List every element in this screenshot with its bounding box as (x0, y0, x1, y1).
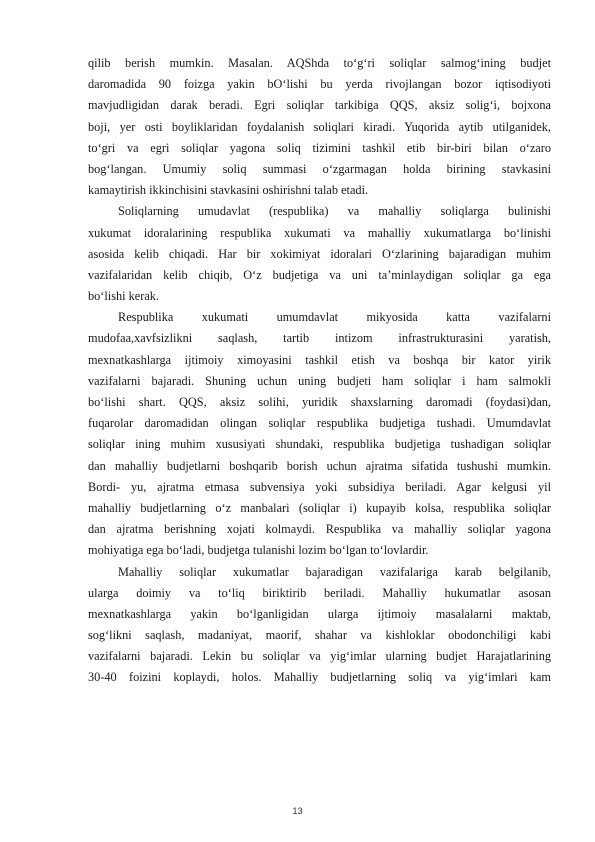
text-line: bog‘langan. Umumiy soliq summasi o‘zgarmagan holda birining stavkasini (88, 161, 551, 176)
text-line: vazifalaridan kelib chiqib, O‘z budjetiga va uni ta’minlaydigan soliqlar ga ega (88, 267, 551, 282)
text-line: dan ajratma berishning xojati kolmaydi. Respublika va mahalliy soliqlar yagona (88, 522, 551, 537)
text-line: mohiyatiga ega bo‘ladi, budjetga tulanishi lozim bo‘lgan to‘lovlardir. (88, 543, 429, 558)
text-line: bo‘lishi kerak. (88, 289, 160, 304)
text-line: boji, yer osti boyliklaridan foydalanish soliqlari kiradi. Yuqorida aytib utilganidek, (88, 119, 551, 134)
text-line: vazifalarni bajaradi. Shuning uchun uning budjeti ham soliqlar i ham salmokli (88, 373, 551, 388)
text-line: sog‘likni saqlash, madaniyat, maorif, shahar va kishloklar obodonchiligi kabi (88, 628, 551, 643)
body-text (88, 53, 551, 689)
text-line: mexnatkashlarga ijtimoiy ximoyasini tashkil etish va boshqa bir kator yirik (88, 352, 551, 367)
text-line: daromadida 90 foizga yakin bO‘lishi bu yerda rivojlangan bozor iqtisodiyoti (88, 77, 551, 92)
text-line: ularga doimiy va to‘liq biriktirib beriladi. Mahalliy hukumatlar asosan (88, 585, 551, 600)
text-line: mavjudligidan darak beradi. Egri soliqlar tarkibiga QQS, aksiz solig‘i, bojxona (88, 98, 551, 113)
text-line: mexnatkashlarga yakin bo‘lganligidan ularga ijtimoiy masalalarni maktab, (88, 606, 551, 621)
text-line: mahalliy budjetlarning o‘z manbalari (soliqlar i) kupayib kolsa, respublika soliqlar (88, 500, 551, 515)
text-line: Mahalliy soliqlar xukumatlar bajaradigan vazifalariga karab belgilanib, (118, 564, 551, 579)
text-line: xukumat idoralarining respublika xukumati va mahalliy xukumatlarga bo‘linishi (88, 225, 551, 240)
text-line: mudofaa,xavfsizlikni saqlash, tartib intizom infrastrukturasini yaratish, (88, 331, 551, 346)
text-line: soliqlar ining muhim xususiyati shundaki, respublika budjetiga tushadigan soliqlar (88, 437, 551, 452)
text-line: Soliqlarning umudavlat (respublika) va mahalliy soliqlarga bulinishi (118, 204, 551, 219)
text-line: Respublika xukumati umumdavlat mikyosida katta vazifalarni (118, 310, 551, 325)
text-line: bo‘lishi shart. QQS, aksiz solihi, yuridik shaxslarning daromadi (foydasi)dan, (88, 395, 551, 409)
text-line: kamaytirish ikkinchisini stavkasini oshirishni talab etadi. (88, 183, 369, 198)
text-line: asosida kelib chiqadi. Har bir xokimiyat idoralari O‘zlarining bajaradigan muhim (88, 246, 551, 261)
text-line: fuqarolar daromadidan olingan soliqlar respublika budjetiga tushadi. Umumdavlat (88, 416, 551, 431)
text-line: dan mahalliy budjetlarni boshqarib borish uchun ajratma sifatida tushushi mumkin. (88, 458, 551, 473)
text-line: 30-40 foizini koplaydi, holos. Mahalliy budjetlarning soliq va yig‘imlari kam (88, 670, 551, 685)
page-number: 13 (292, 806, 303, 816)
text-line: to‘gri va egri soliqlar yagona soliq tizimini tashkil etib bir-biri bilan o‘zaro (88, 140, 551, 155)
text-line: qilib berish mumkin. Masalan. AQShda to‘g‘ri soliqlar salmog‘ining budjet (88, 56, 551, 70)
text-line: vazifalarni bajaradi. Lekin bu soliqlar va yig‘imlar ularning budjet Harajatlarining (88, 649, 551, 664)
text-line: Bordi- yu, ajratma etmasa subvensiya yoki subsidiya beriladi. Agar kelgusi yil (88, 479, 551, 494)
